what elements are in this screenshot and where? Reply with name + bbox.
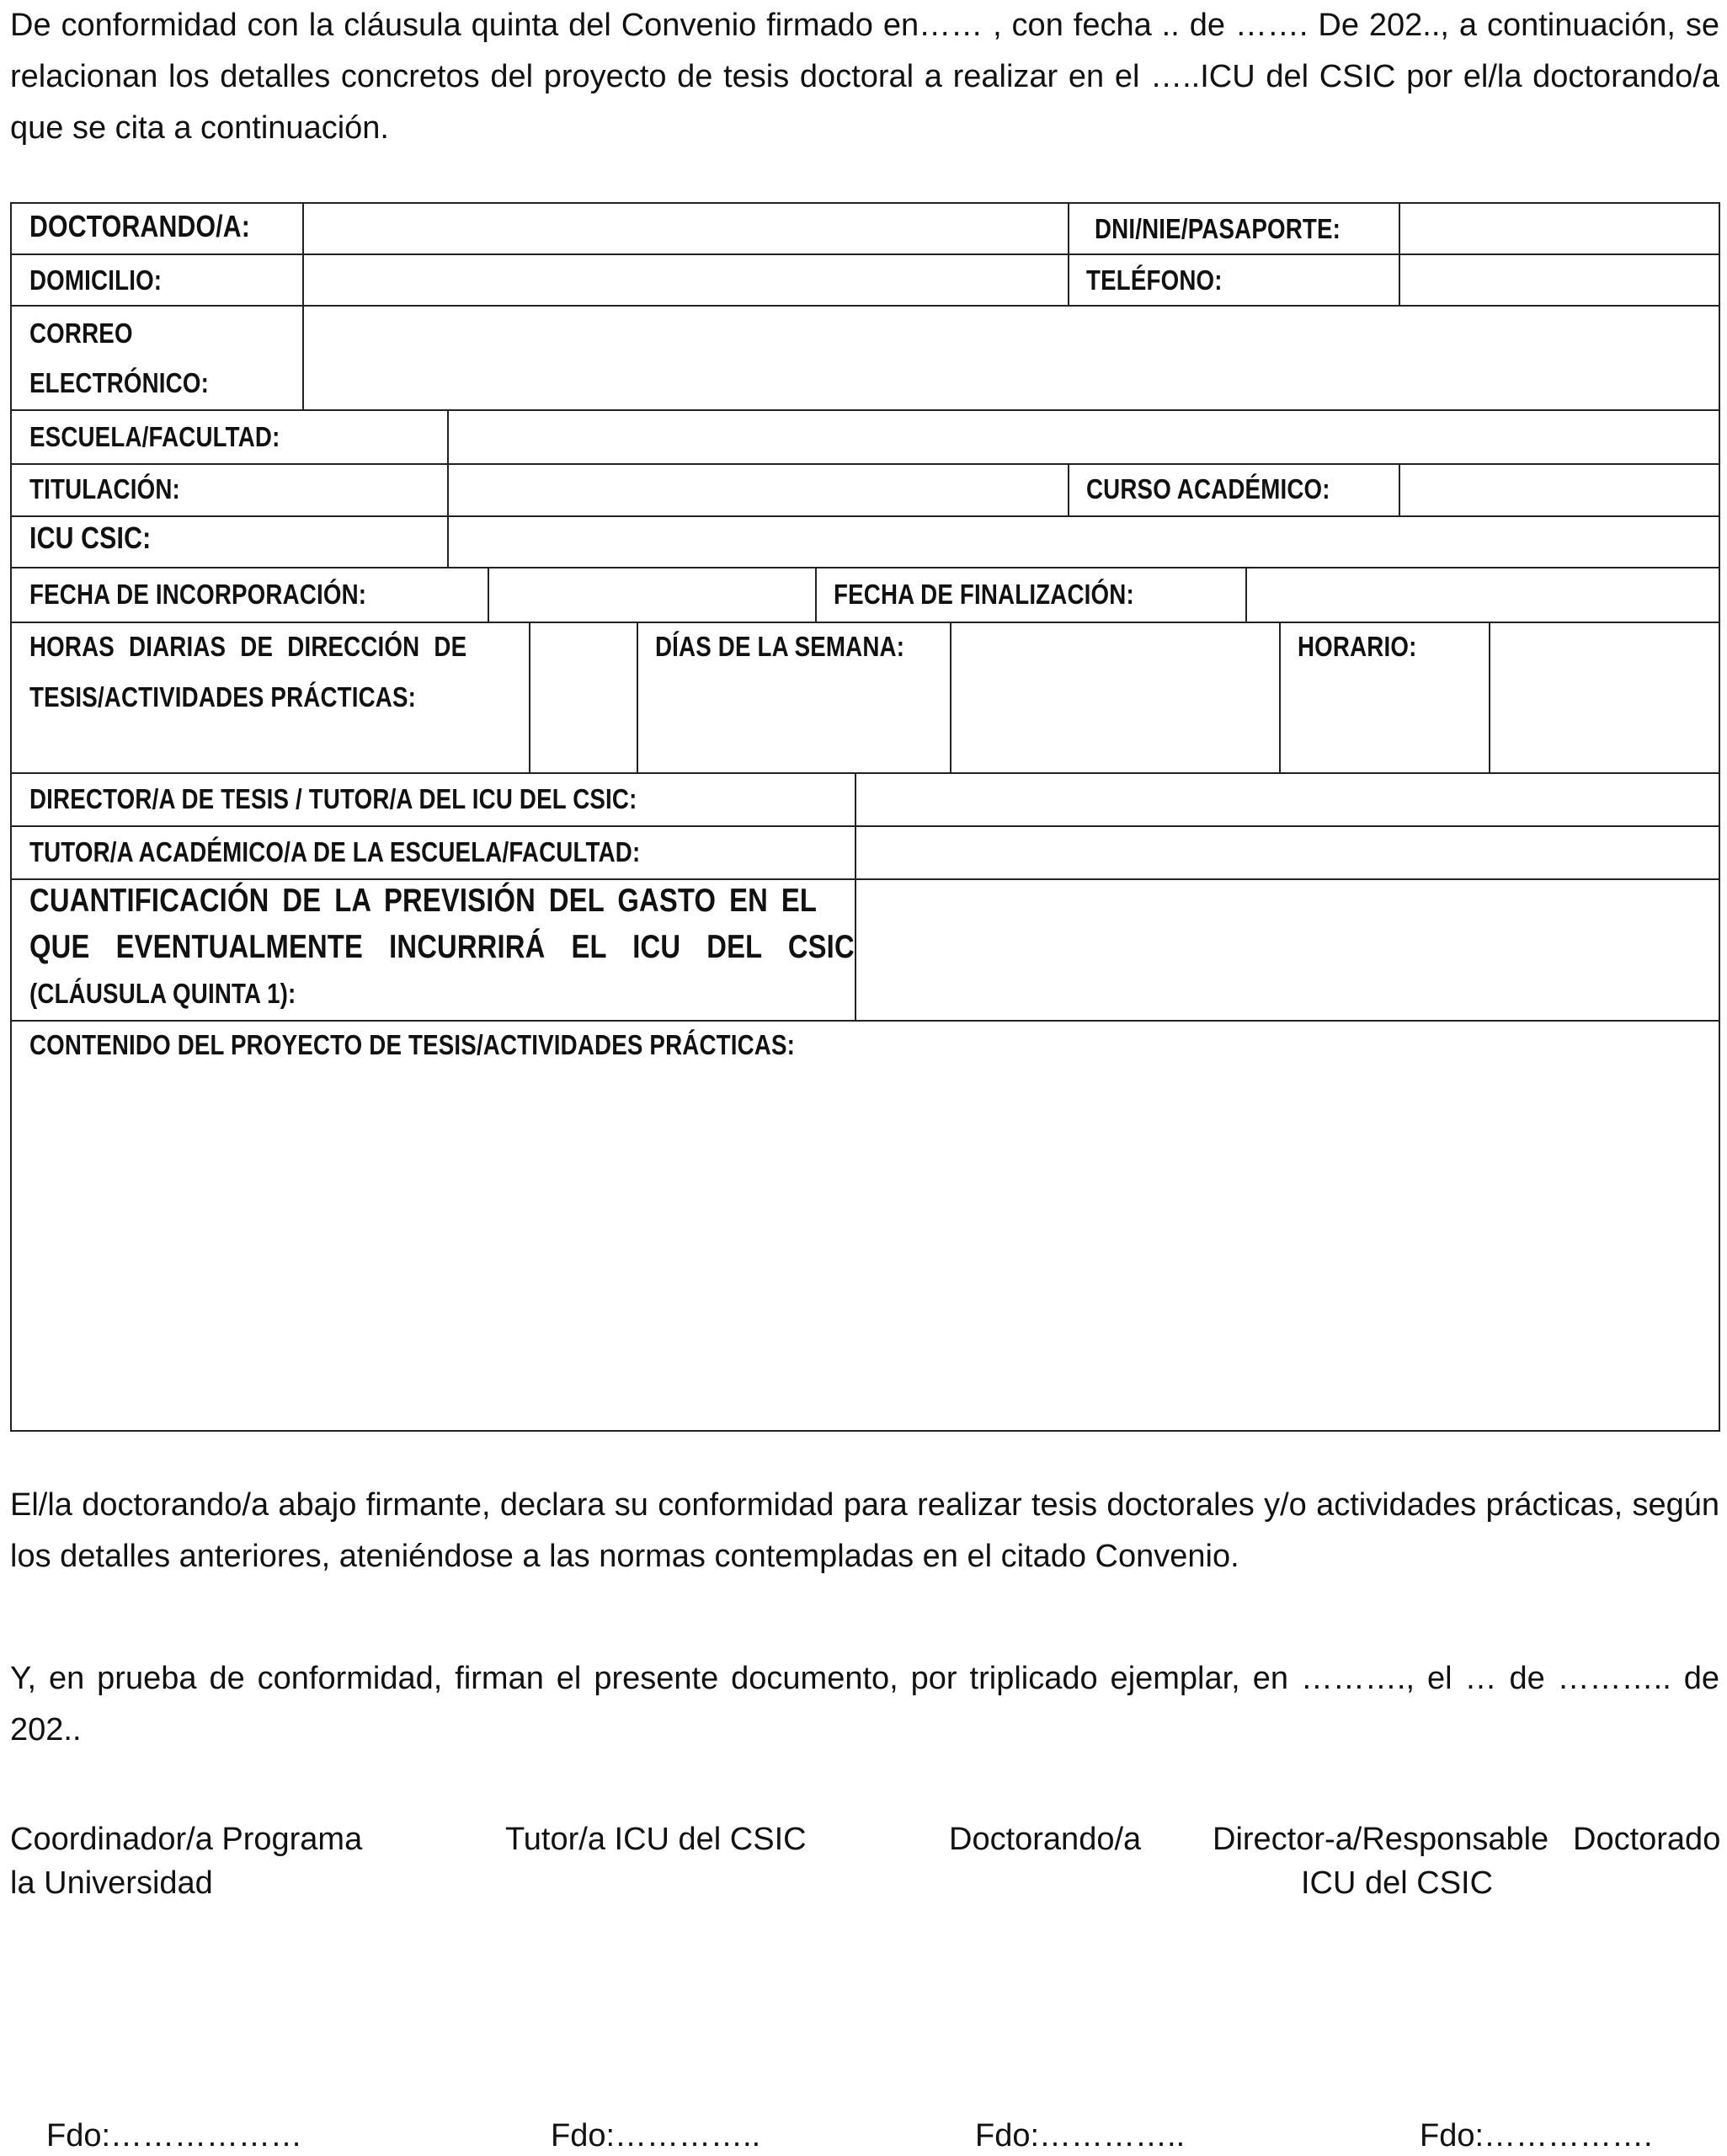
label-doctorando: DOCTORANDO/A: xyxy=(29,209,251,243)
col-line xyxy=(1245,567,1247,622)
intro-paragraph: De conformidad con la cláusula quinta del Convenio firmado en…… , con fecha .. de ……. De 202.., a continuación, se relacionan los detalles concretos del proyecto de tesis doctoral a realizar en el …..ICU del CSIC por el/la doctorando/a que se cita a continuación. xyxy=(10,8,1719,146)
sig-coordinador-line2: la Universidad xyxy=(10,1865,213,1901)
col-line xyxy=(488,567,489,622)
sig-tutor: Tutor/a ICU del CSIC xyxy=(505,1822,807,1857)
sig-doctorando: Doctorando/a xyxy=(949,1822,1142,1857)
sig-coordinador-line1: Coordinador/a Programa xyxy=(10,1822,363,1857)
proof-paragraph: Y, en prueba de conformidad, firman el presente documento, por triplicado ejemplar, en ………., el … de ……….. de 202.. xyxy=(10,1661,1719,1748)
col-line xyxy=(529,622,530,772)
label-horas-line1: HORAS DIARIAS DE DIRECCIÓN DE xyxy=(29,631,467,662)
label-dni: DNI/NIE/PASAPORTE: xyxy=(1095,213,1341,244)
col-line xyxy=(1489,622,1490,772)
row-line xyxy=(10,567,1719,568)
label-cuantificacion-line3: (CLÁUSULA QUINTA 1): xyxy=(29,978,296,1009)
col-line xyxy=(950,622,951,772)
label-cuantificacion-line2: QUE EVENTUALMENTE INCURRIRÁ EL ICU DEL CSIC xyxy=(29,929,855,965)
fdo-doctorando: Fdo:………….. xyxy=(975,2118,1186,2153)
col-line xyxy=(1279,622,1281,772)
label-tutor-academico: TUTOR/A ACADÉMICO/A DE LA ESCUELA/FACULTAD: xyxy=(29,836,641,867)
label-cuantificacion-line1: CUANTIFICACIÓN DE LA PREVISIÓN DEL GASTO EN EL xyxy=(29,883,818,919)
label-icu: ICU CSIC: xyxy=(29,520,152,555)
sig-director-line1: Director-a/Responsable xyxy=(1213,1822,1549,1857)
label-curso: CURSO ACADÉMICO: xyxy=(1086,473,1330,504)
col-line xyxy=(637,622,638,772)
row-line xyxy=(10,463,1719,465)
label-domicilio: DOMICILIO: xyxy=(29,264,163,296)
col-line xyxy=(447,409,449,567)
sig-director-line2: ICU del CSIC xyxy=(1301,1865,1494,1901)
row-line xyxy=(10,305,1719,307)
fdo-director: Fdo:……………. xyxy=(1420,2118,1653,2153)
declaration-paragraph: El/la doctorando/a abajo firmante, declara su conformidad para realizar tesis doctorales y/o actividades prácticas, según los detalles anteriores, ateniéndose a las normas contempladas en el citado Convenio. xyxy=(10,1487,1719,1574)
label-titulacion: TITULACIÓN: xyxy=(29,473,180,504)
row-line xyxy=(10,515,1719,517)
label-director: DIRECTOR/A DE TESIS / TUTOR/A DEL ICU DEL CSIC: xyxy=(29,783,637,814)
row-line xyxy=(10,253,1719,255)
label-fecha-incorporacion: FECHA DE INCORPORACIÓN: xyxy=(29,579,367,610)
col-line xyxy=(302,202,304,409)
label-correo-line1: CORREO xyxy=(29,318,133,349)
label-horario: HORARIO: xyxy=(1298,631,1417,662)
col-line xyxy=(1068,463,1069,515)
label-dias: DÍAS DE LA SEMANA: xyxy=(655,631,905,662)
label-correo-line2: ELECTRÓNICO: xyxy=(29,367,209,398)
label-horas-line2: TESIS/ACTIVIDADES PRÁCTICAS: xyxy=(29,681,417,712)
label-escuela: ESCUELA/FACULTAD: xyxy=(29,421,280,452)
col-line xyxy=(855,772,856,1020)
fdo-tutor: Fdo:………….. xyxy=(551,2118,761,2153)
sig-doctorado: Doctorado xyxy=(1573,1822,1721,1857)
row-line xyxy=(10,409,1719,411)
fdo-coordinador: Fdo:……………… xyxy=(46,2118,303,2153)
col-line xyxy=(1399,202,1400,305)
label-contenido: CONTENIDO DEL PROYECTO DE TESIS/ACTIVIDADES PRÁCTICAS: xyxy=(29,1029,796,1060)
col-line xyxy=(815,567,817,622)
label-telefono: TELÉFONO: xyxy=(1086,264,1223,296)
col-line xyxy=(1068,202,1069,305)
col-line xyxy=(1399,463,1400,515)
label-fecha-finalizacion: FECHA DE FINALIZACIÓN: xyxy=(834,579,1134,610)
